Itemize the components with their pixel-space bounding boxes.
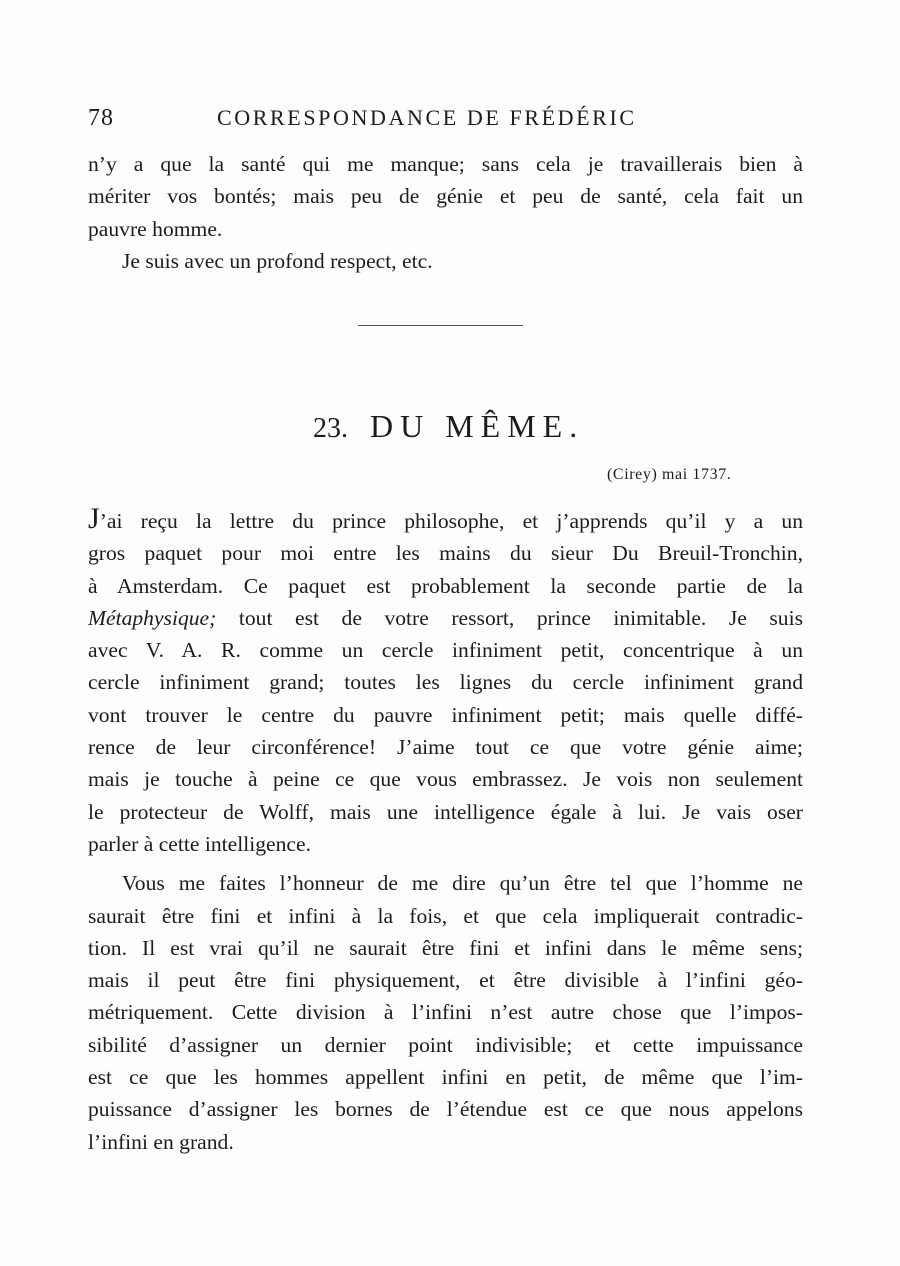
letter-dateline: (Cirey) mai 1737.	[607, 466, 732, 483]
text-line: mais il peut être fini physiquement, et être divisible à l’infini géo-	[88, 968, 803, 993]
text-line: avec V. A. R. comme un cercle infiniment petit, concentrique à un	[88, 638, 803, 663]
letter-body	[88, 502, 803, 1158]
text-line: gros paquet pour moi entre les mains du sieur Du Breuil-Tronchin,	[88, 541, 803, 566]
text-line: Métaphysique; tout est de votre ressort, prince inimitable. Je suis	[88, 605, 803, 630]
text-line: mais je touche à peine ce que vous embrassez. Je vois non seulement	[88, 767, 803, 792]
text-line: à Amsterdam. Ce paquet est probablement la seconde partie de la	[88, 573, 803, 598]
text-line: est ce que les hommes appellent infini en petit, de même que l’im-	[88, 1065, 803, 1090]
text-line: métriquement. Cette division à l’infini n’est autre chose que l’impos-	[88, 1000, 803, 1025]
text-line: saurait être fini et infini à la fois, et que cela impliquerait contradic-	[88, 903, 803, 928]
section-divider	[358, 325, 523, 326]
text-line: J’ai reçu la lettre du prince philosophe, et j’apprends qu’il y a un	[88, 502, 803, 535]
text-line: l’infini en grand.	[88, 1129, 234, 1154]
text-line: n’y a que la santé qui me manque; sans cela je travaillerais bien à	[88, 152, 803, 176]
text-line: le protecteur de Wolff, mais une intelligence égale à lui. Je vais oser	[88, 799, 803, 824]
text-line: tion. Il est vrai qu’il ne saurait être fini et infini dans le même sens;	[88, 935, 803, 960]
continued-letter	[88, 148, 803, 277]
text-line: parler à cette intelligence.	[88, 831, 312, 856]
text-line: Vous me faites l’honneur de me dire qu’un être tel que l’homme ne	[122, 871, 803, 896]
running-title: CORRESPONDANCE DE FRÉDÉRIC	[217, 105, 637, 130]
letter-number: 23.	[313, 413, 348, 444]
text-line: puissance d’assigner les bornes de l’étendue est ce que nous appelons	[88, 1097, 803, 1122]
text-line: cercle infiniment grand; toutes les lignes du cercle infiniment grand	[88, 670, 803, 695]
text-line: rence de leur circonférence! J’aime tout ce que votre génie aime;	[88, 735, 803, 760]
letter-heading	[313, 408, 584, 445]
drop-cap: J	[88, 502, 100, 535]
page-number: 78	[88, 105, 114, 131]
book-title: Métaphysique;	[88, 605, 217, 630]
running-head	[88, 103, 803, 135]
text-line: mériter vos bontés; mais peu de génie et peu de santé, cela fait un	[88, 184, 803, 209]
closing-formula: Je suis avec un profond respect, etc.	[122, 248, 433, 273]
text-line: vont trouver le centre du pauvre infiniment petit; mais quelle diffé-	[88, 702, 803, 727]
text-line: pauvre homme.	[88, 216, 223, 241]
text-line: sibilité d’assigner un dernier point indivisible; et cette impuissance	[88, 1032, 803, 1057]
letter-title: DU MÊME.	[370, 408, 585, 444]
